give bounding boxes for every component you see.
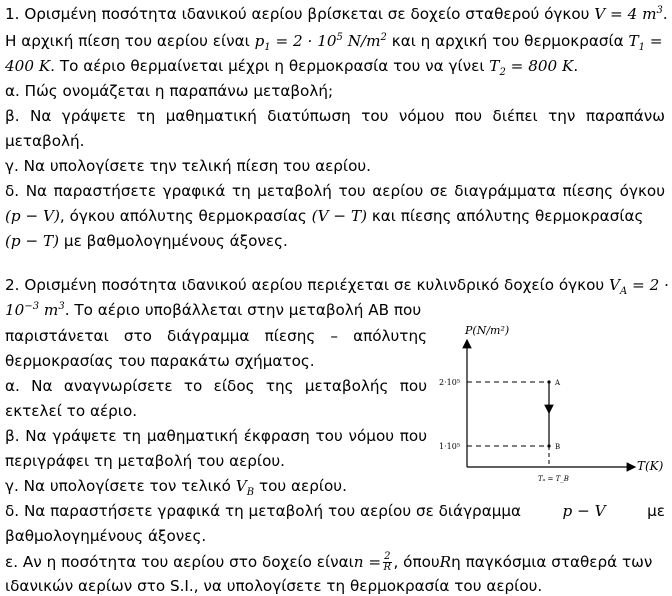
p1-text: 1. Ορισμένη ποσότητα ιδανικού αερίου βρίσκεται σε δοχείο σταθερού όγκου: [5, 5, 595, 23]
x-axis-label: T(K): [637, 459, 664, 473]
pt-notation: (p − T): [5, 232, 60, 250]
p2-volume-a-value: $10^{-3}$ $m^3$: [5, 300, 65, 319]
point-a: [547, 380, 550, 383]
p2-line-2: $10^{-3}$ $m^3$. Το αέριο υποβάλλεται στην μεταβολή ΑΒ που: [5, 300, 422, 319]
pv-notation-2: p − V: [562, 502, 606, 520]
p1-question-b: β. Να γράψετε τη μαθηματική διατύπωση του νόμου που διέπει την παραπάνω: [5, 107, 665, 125]
p1-question-d-cont: (p − V), όγκου απόλυτης θερμοκρασίας (V − T) και πίεσης απόλυτης θερμοκρασίας: [5, 207, 644, 225]
gas-constant: R: [439, 553, 452, 571]
x-tick-label: Tₐ = T_B: [538, 475, 569, 483]
point-b-label: B: [555, 443, 561, 451]
y-axis-label: P(N/m²): [465, 324, 510, 337]
moles-eq: n =: [353, 553, 382, 571]
tick-high-label: 2·10⁵: [439, 378, 461, 387]
p2-question-d: δ. Να παραστήσετε γραφικά τη μεταβολή του αερίου σε διάγραμμα p − V με: [5, 502, 665, 520]
point-a-label: A: [555, 379, 561, 387]
p2-question-d-cont: βαθμολογημένους άξονες.: [5, 527, 207, 545]
p2-question-e: ε. Αν η ποσότητα του αερίου στο δοχείο είναι n = $\frac{2}{R}$ , όπου R η παγκόσμια σταθερά των: [5, 550, 653, 573]
p2-line-4: θερμοκρασίας του παρακάτω σχήματος.: [5, 352, 315, 370]
pv-notation: (p − V): [5, 207, 60, 225]
vt-notation: (V − T): [311, 207, 368, 225]
p1-question-b-cont: μεταβολή.: [5, 132, 85, 150]
p2-question-b: β. Να γράψετε τη μαθηματική έκφραση του νόμου που: [5, 427, 427, 445]
p1-question-d: δ. Να παραστήσετε γραφικά τη μεταβολή του αερίου σε διαγράμματα πίεσης όγκου: [5, 182, 665, 200]
point-b: [547, 444, 550, 447]
p2-question-e-cont: ιδανικών αερίων στο S.I., να υπολογίσετε τη θερμοκρασία του αερίου.: [5, 577, 543, 595]
p1-temp-2: $T_2 = 800$ K: [489, 57, 574, 79]
tick-low-label: 1·10⁵: [439, 442, 461, 451]
p2-line-3: παριστάνεται στο διάγραμμα πίεσης – απόλυτης: [5, 327, 427, 345]
p1-question-a: α. Πώς ονομάζεται η παραπάνω μεταβολή;: [5, 82, 334, 100]
p2-question-b-cont: περιγράφει τη μεταβολή του αερίου.: [5, 452, 285, 470]
p2-question-a-cont: εκτελεί το αέριο.: [5, 402, 138, 420]
fraction-2-over-r: $\frac{2}{R}$: [383, 550, 392, 573]
p1-line-3: 400 K. Το αέριο θερμαίνεται μέχρι η θερμοκρασία του να γίνει $T_2 = 800$ K.: [5, 57, 579, 79]
p2-volume-b: $V_B$: [235, 477, 255, 499]
p1-pressure: $p_1 = 2 \cdot 10^5$ $N/m^2$: [254, 31, 387, 54]
p2-question-a: α. Να αναγνωρίσετε το είδος της μεταβολής που: [5, 377, 427, 395]
p2-question-c: γ. Να υπολογίσετε τον τελικό $V_B$ του αερίου.: [5, 477, 347, 499]
p1-temp-1: $T_1$ =: [628, 32, 663, 54]
p1-question-c: γ. Να υπολογίσετε την τελική πίεση του αερίου.: [5, 157, 371, 175]
p1-question-d-cont2: (p − T) με βαθμολογημένους άξονες.: [5, 232, 288, 250]
p1-line-1: 1. Ορισμένη ποσότητα ιδανικού αερίου βρίσκεται σε δοχείο σταθερού όγκου V = 4 $m^3$.: [5, 4, 668, 23]
p2-line-1: 2. Ορισμένη ποσότητα ιδανικού αερίου περιέχεται σε κυλινδρικό δοχείο όγκου $V_A = 2$ ·: [5, 276, 669, 298]
p2-volume-a: $V_A = 2$ ·: [609, 276, 669, 298]
p1-line-2: Η αρχική πίεση του αερίου είναι $p_1 = 2 \cdot 10^5$ $N/m^2$ και η αρχική του θερμοκρασία $T_1$ =: [5, 31, 663, 54]
pressure-temperature-diagram: [435, 318, 670, 488]
p1-volume: V = 4 $m^3$: [594, 4, 663, 23]
p1-temp-1-value: 400 K: [5, 57, 51, 75]
